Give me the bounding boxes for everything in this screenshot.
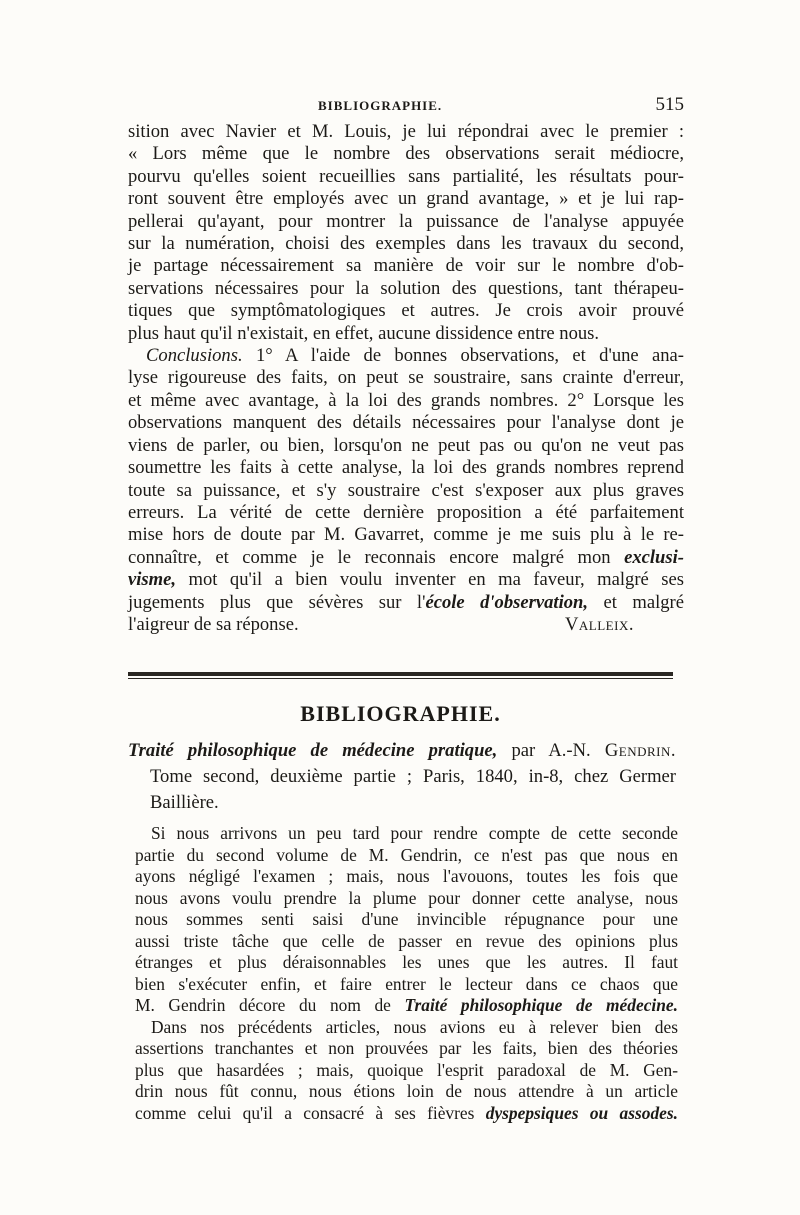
text-line: servations nécessaires pour la solution des questions, tant thérapeu-	[128, 277, 684, 299]
text-line: assertions tranchantes et non prouvées par les faits, bien des théories	[135, 1038, 678, 1058]
divider-thin-rule	[128, 678, 673, 679]
text-line: plus haut qu'il n'existait, en effet, aucune dissidence entre nous.	[128, 322, 600, 344]
italic-term: Traité philosophique de médecine.	[404, 995, 678, 1015]
text-line: étranges et plus déraisonnables les unes que les autres. Il faut	[135, 952, 678, 972]
text-line: ayons négligé l'examen ; mais, nous l'avouons, toutes les fois que	[135, 866, 678, 886]
letter-text	[128, 121, 684, 636]
text-fragment: comme celui qu'il a consacré à ses fièvres	[135, 1102, 475, 1123]
text-line: Si nous arrivons un peu tard pour rendre compte de cette seconde	[151, 823, 678, 843]
text-fragment: connaître, et comme je le reconnais encore malgré mon	[128, 546, 611, 568]
text-line: « Lors même que le nombre des observations serait médiocre,	[128, 143, 684, 165]
text-line: sition avec Navier et M. Louis, je lui répondrai avec le premier :	[128, 121, 684, 142]
italic-term: exclusi-	[624, 546, 684, 568]
signature: Valleix.	[564, 613, 634, 635]
text-line	[135, 1103, 678, 1125]
text-line: pourvu qu'elles soient recueillies sans partialité, les résultats pour-	[128, 165, 684, 187]
text-line: partie du second volume de M. Gendrin, ce n'est pas que nous en	[135, 844, 678, 865]
text-fragment: jugements plus que sévères sur l'	[128, 591, 426, 613]
text-line: pellerai qu'ayant, pour montrer la puissance de l'analyse appuyée	[128, 210, 684, 232]
page-header	[128, 94, 684, 116]
book-entry	[128, 738, 676, 816]
text-fragment: mot qu'il a bien voulu inventer en ma faveur, malgré ses	[188, 569, 684, 591]
text-line	[128, 569, 684, 591]
text-line	[128, 592, 684, 614]
text-line: mise hors de doute par M. Gavarret, comme je me suis plu à le re-	[128, 524, 684, 546]
text-line: soumettre les faits à cette analyse, la loi des grands nombres reprend	[128, 457, 684, 479]
text-line: tiques que symptômatologiques et autres. Je crois avoir prouvé	[128, 300, 684, 322]
section-divider	[128, 672, 673, 679]
book-title-line	[128, 738, 676, 764]
text-line: plus que hasardées ; mais, quoique l'esprit paradoxal de M. Gen-	[135, 1059, 678, 1080]
signoff-line	[128, 614, 684, 636]
divider-thick-rule	[128, 672, 673, 676]
text-line: nous avons voulu prendre la plume pour donner cette analyse, nous	[135, 887, 678, 908]
page-number: 515	[655, 94, 684, 115]
running-title: BIBLIOGRAPHIE.	[318, 98, 443, 113]
text-line: ront souvent être employés avec un grand avantage, » et je lui rap-	[128, 188, 684, 210]
text-line: sur la numération, choisi des exemples dans les travaux du second,	[128, 233, 684, 255]
text-line: nous sommes senti saisi d'une invincible répugnance pour une	[135, 909, 678, 929]
text-line: aussi triste tâche que celle de passer en revue des opinions plus	[135, 930, 678, 951]
section-title: BIBLIOGRAPHIE.	[300, 701, 501, 726]
conclusions-label: Conclusions.	[146, 345, 243, 367]
book-details: Baillière.	[150, 792, 219, 813]
text-line: erreurs. La vérité de cette dernière proposition a été parfaitement	[128, 501, 684, 523]
text-line: lyse rigoureuse des faits, on peut se soustraire, sans crainte d'erreur,	[128, 367, 684, 389]
text-line: et même avec avantage, à la loi des grands nombres. 2° Lorsque les	[128, 389, 684, 411]
exclusivisme-line	[128, 547, 684, 569]
book-author: Gendrin.	[604, 740, 677, 761]
book-by: par A.-N.	[511, 740, 591, 761]
review-text	[135, 823, 678, 1124]
italic-term: école d'observation,	[425, 591, 589, 613]
text-fragment: M. Gendrin décore du nom de	[135, 995, 391, 1015]
text-fragment: 1° A l'aide de bonnes observations, et d'une ana-	[255, 345, 684, 367]
italic-term: dyspepsiques ou assodes.	[485, 1102, 679, 1123]
book-details: Tome second, deuxième partie ; Paris, 1840, in-8, chez Germer	[150, 766, 676, 787]
final-sentence: l'aigreur de sa réponse.	[128, 613, 299, 635]
italic-term: visme,	[128, 569, 177, 591]
conclusions-line	[128, 345, 684, 367]
text-line: Dans nos précédents articles, nous avions eu à relever bien des	[151, 1016, 678, 1037]
text-fragment: et malgré	[603, 591, 684, 613]
text-line: bien s'exécuter enfin, et faire entrer le lecteur dans ce chaos que	[135, 973, 678, 994]
book-title: Traité philosophique de médecine pratique,	[128, 740, 498, 761]
text-line: je partage nécessairement sa manière de voir sur le nombre d'ob-	[128, 255, 684, 277]
text-line: toute sa puissance, et s'y soustraire c'est s'exposer aux plus graves	[128, 479, 684, 501]
text-line: observations manquent des détails nécessaires pour l'analyse dont je	[128, 412, 684, 434]
text-line	[135, 995, 678, 1017]
text-line: viens de parler, ou bien, lorsqu'on ne peut pas ou qu'on ne veut pas	[128, 434, 684, 456]
text-line: drin nous fût connu, nous étions loin de nous attendre à un article	[135, 1081, 678, 1101]
